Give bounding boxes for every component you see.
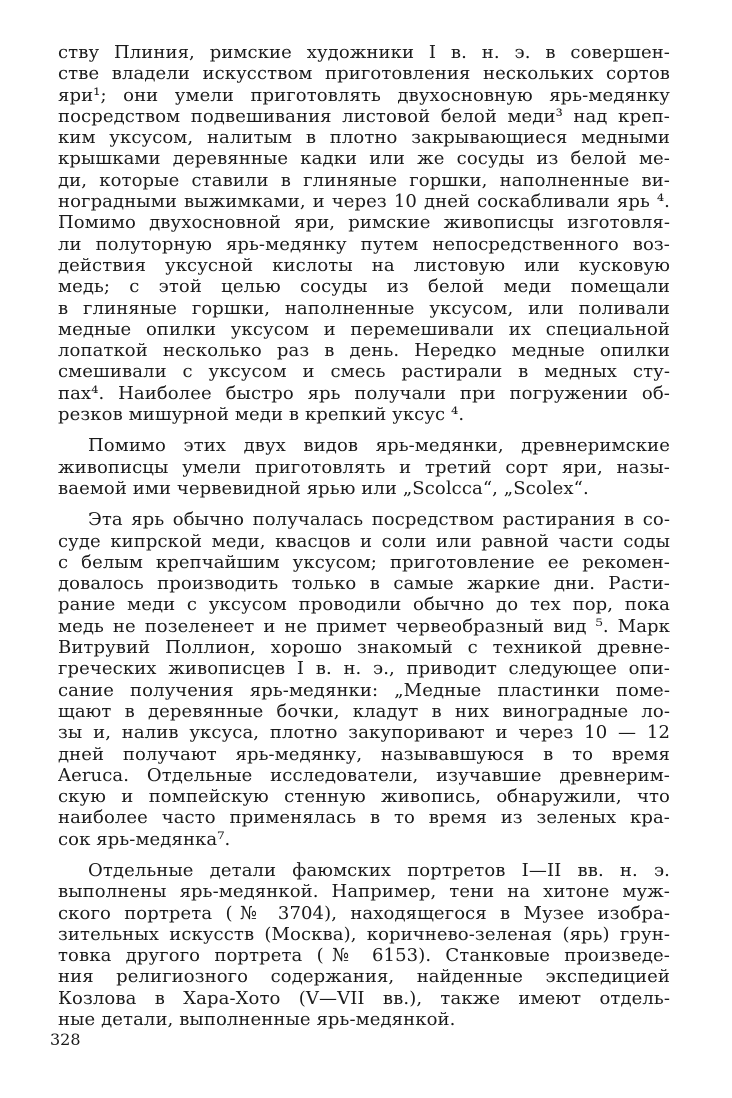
text-line: выполнены ярь-медянкой. Например, тени на хитоне муж- (58, 881, 670, 903)
text-line: медь; с этой целью сосуды из белой меди помещали (58, 276, 670, 298)
text-line: яри¹; они умели приготовлять двухосновную ярь-медянку (58, 84, 670, 106)
text-line: медь не позеленеет и не примет червеобразный вид ⁵. Марк (58, 615, 670, 637)
text-line: ния религиозного содержания, найденные экспедицией (58, 966, 670, 988)
text-line: Козлова в Хара-Хото (V—VII вв.), также имеют отдель- (58, 987, 670, 1009)
paragraph (58, 860, 670, 1030)
text-line: довалось производить только в самые жаркие дни. Расти- (58, 573, 670, 595)
text-line: зы и, налив уксуса, плотно закупоривают и через 10 — 12 (58, 722, 670, 744)
paragraph-gap (58, 499, 670, 509)
text-line: щают в деревянные бочки, кладут в них виноградные ло- (58, 700, 670, 722)
text-line: Помимо двухосновной яри, римские живописцы изготовля- (58, 212, 670, 234)
text-line: рание меди с уксусом проводили обычно до тех пор, пока (58, 594, 670, 616)
text-line: греческих живописцев I в. н. э., приводит следующее опи- (58, 658, 670, 680)
paragraph (58, 42, 670, 425)
text-line: ные детали, выполненные ярь-медянкой. (58, 1009, 456, 1031)
page-number: 328 (50, 1030, 81, 1049)
text-line: сок ярь-медянка⁷. (58, 828, 231, 850)
text-line: дней получают ярь-медянку, называвшуюся в то время (58, 743, 670, 765)
text-line: Витрувий Поллион, хорошо знакомый с техникой древне- (58, 637, 670, 659)
body-text (58, 42, 670, 1030)
text-line: Эта ярь обычно получалась посредством растирания в со- (88, 509, 670, 531)
paragraph (58, 435, 670, 499)
paragraph (58, 509, 670, 850)
text-line: действия уксусной кислоты на листовую или кусковую (58, 254, 670, 276)
text-line: Отдельные детали фаюмских портретов I—II вв. н. э. (88, 859, 670, 881)
text-line: Помимо этих двух видов ярь-медянки, древнеримские (88, 435, 670, 457)
text-line: смешивали с уксусом и смесь растирали в медных сту- (58, 361, 670, 383)
paragraph-gap (58, 425, 670, 435)
text-line: с белым крепчайшим уксусом; приготовление ее рекомен- (58, 551, 670, 573)
text-line: медные опилки уксусом и перемешивали их специальной (58, 318, 670, 340)
text-line: ваемой ими червевидной ярью или „Scolcca“, „Scolex“. (58, 477, 589, 499)
text-line: живописцы умели приготовлять и третий сорт яри, назы- (58, 456, 670, 478)
text-line: ноградными выжимками, и через 10 дней соскабливали ярь ⁴. (58, 191, 670, 213)
text-line: сание получения ярь-медянки: „Медные пластинки поме- (58, 679, 670, 701)
text-line: стве владели искусством приготовления нескольких сортов (58, 63, 670, 85)
text-line: скую и помпейскую стенную живопись, обнаружили, что (58, 786, 670, 808)
text-line: ким уксусом, налитым в плотно закрывающиеся медными (58, 127, 670, 149)
text-line: крышками деревянные кадки или же сосуды из белой ме- (58, 148, 670, 170)
text-line: пах⁴. Наиболее быстро ярь получали при погружении об- (58, 382, 670, 404)
text-line: лопаткой несколько раз в день. Нередко медные опилки (58, 340, 670, 362)
text-line: посредством подвешивания листовой белой меди³ над креп- (58, 105, 670, 127)
text-line: ству Плиния, римские художники I в. н. э. в совершен- (58, 42, 670, 63)
text-line: ли полуторную ярь-медянку путем непосредственного воз- (58, 233, 670, 255)
text-line: Aeruca. Отдельные исследователи, изучавшие древнерим- (58, 764, 670, 786)
paragraph-gap (58, 850, 670, 860)
text-line: в глиняные горшки, наполненные уксусом, или поливали (58, 297, 670, 319)
text-line: наиболее часто применялась в то время из зеленых кра- (58, 807, 670, 829)
text-line: резков мишурной меди в крепкий уксус ⁴. (58, 404, 465, 426)
text-line: ского портрета (№ 3704), находящегося в Музее изобра- (58, 902, 670, 924)
text-line: суде кипрской меди, квасцов и соли или равной части соды (58, 530, 670, 552)
text-line: зительных искусств (Москва), коричнево-зеленая (ярь) грун- (58, 923, 670, 945)
text-line: товка другого портрета (№ 6153). Станковые произведе- (58, 945, 670, 967)
text-line: ди, которые ставили в глиняные горшки, наполненные ви- (58, 169, 670, 191)
